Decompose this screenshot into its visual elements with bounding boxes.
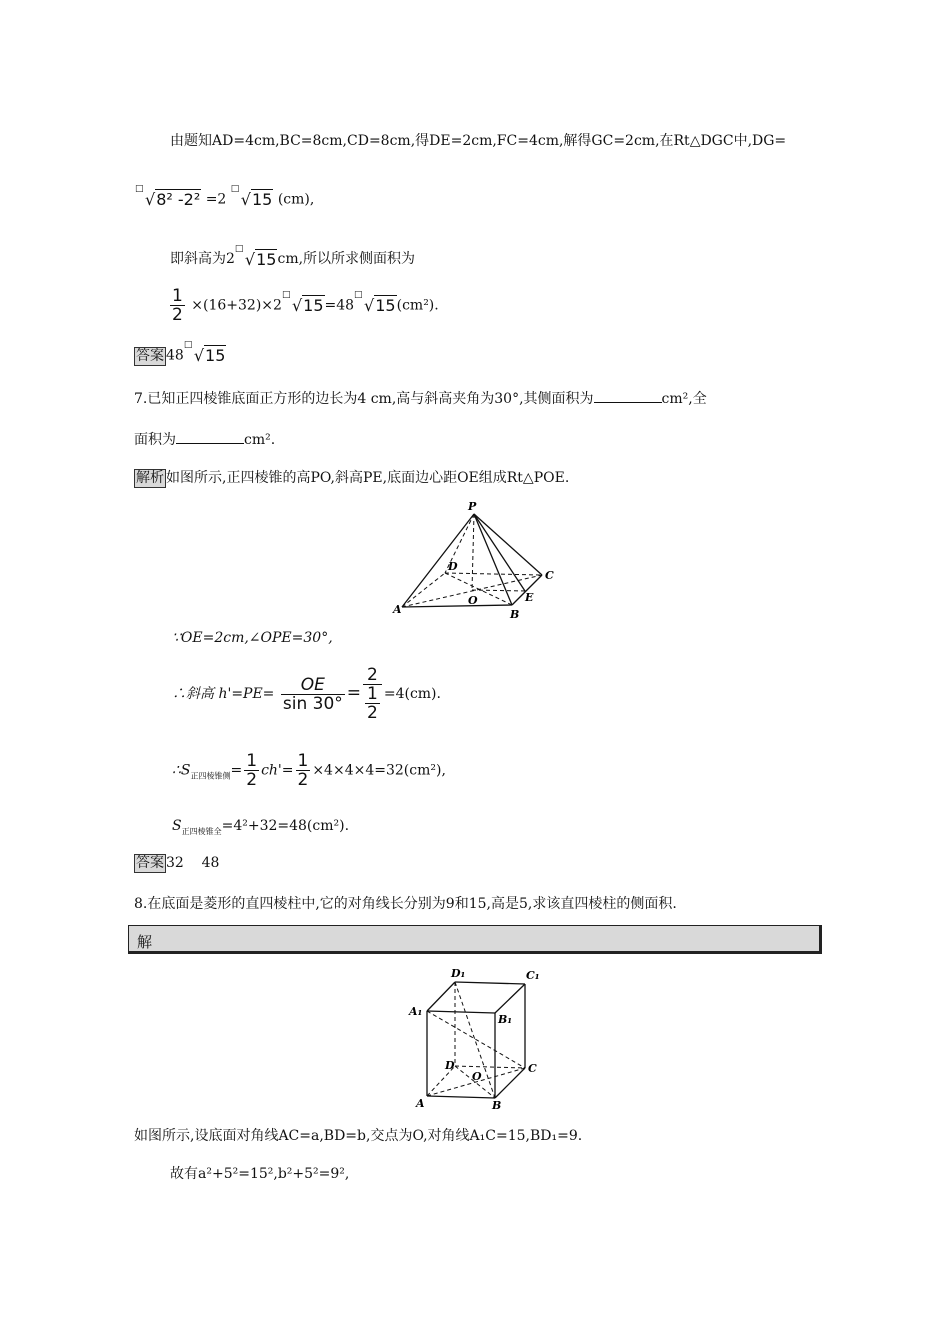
sqrt-expression: □ √8² -2²: [135, 184, 201, 209]
solution-header: [128, 925, 822, 954]
question-8: 8.在底面是菱形的直四棱柱中,它的对角线长分别为9和15,高是5,求该直四棱柱的侧面积.: [134, 896, 677, 912]
pyramid-figure: [390, 497, 560, 622]
diag-DB: [445, 573, 512, 605]
text-segment: =48: [324, 297, 355, 314]
text-segment: cm²,全: [661, 391, 707, 407]
solution-line-4: [168, 287, 439, 324]
edge-PA: [402, 514, 474, 607]
total-area-line: [172, 818, 349, 837]
label-B: B: [492, 1099, 502, 1112]
label-O: O: [468, 594, 478, 607]
therefore-slant-height: [172, 666, 441, 722]
equals-sign: =: [346, 683, 362, 703]
solution-8-line-1: 如图所示,设底面对角线AC=a,BD=b,交点为O,对角线A₁C=15,BD₁=9.: [134, 1128, 583, 1144]
fraction-half: $\frac{1}{2}$: [297, 751, 309, 790]
unit-text: (cm),: [277, 191, 315, 208]
label-A: A: [416, 1097, 425, 1110]
edge-AB: [427, 1096, 495, 1098]
subscript: 正四棱锥全: [181, 826, 222, 836]
question-7-line-1: [134, 388, 707, 408]
answer-blank: [594, 390, 662, 403]
text-segment: ×(16+32)×2: [191, 297, 282, 314]
answer-line: [134, 854, 219, 873]
label-D: D: [448, 560, 458, 573]
because-line: ∵OE=2cm,∠OPE=30°,: [172, 630, 333, 646]
edge-B1C1: [495, 984, 525, 1013]
fraction-oe-sin: $\frac{OE}{\sin 30^\circ}$: [282, 674, 343, 714]
text-segment: 7.已知正四棱锥底面正方形的边长为4 cm,高与斜高夹角为30°,其侧面积为: [134, 391, 594, 407]
text-segment: cm².: [244, 432, 276, 448]
label-D1: D₁: [451, 967, 466, 980]
label-B1: B₁: [498, 1013, 513, 1026]
sqrt-expression: □ √15: [183, 340, 226, 365]
text-segment: ×4×4×4=32(cm²),: [312, 762, 446, 779]
fraction-half: $\frac{1}{2}$: [246, 751, 258, 790]
answer-value: 48: [166, 347, 184, 364]
analysis-text: 如图所示,正四棱锥的高PO,斜高PE,底面边心距OE组成Rt△POE.: [166, 470, 570, 486]
text-segment: ∴S: [172, 762, 191, 779]
answer-tag: 答案: [136, 347, 164, 364]
sqrt-expression: □ √15: [234, 243, 277, 269]
question-7-line-2: [134, 429, 275, 449]
label-E: E: [525, 591, 534, 604]
edge-AB: [402, 605, 512, 607]
text-segment: =4²+32=48(cm²).: [221, 818, 350, 834]
solution-tag: 解: [137, 933, 153, 951]
analysis-line: [134, 467, 569, 488]
edge-A1B1: [427, 1011, 495, 1013]
text-segment: cm,所以所求侧面积为: [277, 251, 416, 267]
edge-D1A1: [427, 982, 455, 1011]
edge-DC: [455, 1066, 525, 1068]
equals-text: =2: [205, 191, 227, 208]
text-segment: 面积为: [134, 432, 176, 448]
prism-figure: [405, 965, 550, 1113]
equals-sign: =: [230, 762, 243, 779]
fraction-half: $\frac{1}{2}$: [172, 286, 183, 325]
label-D: D: [445, 1059, 455, 1072]
label-C: C: [528, 1062, 537, 1075]
edge-PO: [472, 514, 474, 590]
solution-line-1: 由题知AD=4cm,BC=8cm,CD=8cm,得DE=2cm,FC=4cm,解得GC=2cm,在Rt△DGC中,DG=: [170, 133, 787, 149]
label-O: O: [472, 1070, 482, 1083]
subscript: 正四棱锥侧: [190, 771, 231, 781]
edge-PB: [474, 514, 512, 605]
sqrt-expression: □ √15: [281, 290, 324, 315]
analysis-tag: 解析: [136, 470, 164, 486]
solution-line-2: [135, 184, 315, 209]
text-segment: (cm²).: [396, 297, 439, 314]
text-segment: S: [172, 818, 182, 834]
sqrt-expression: □ √15: [230, 184, 273, 209]
label-C1: C₁: [526, 969, 540, 982]
segment-OE: [472, 590, 525, 591]
answer-value: 32 48: [166, 855, 220, 871]
text-segment: 即斜高为2: [170, 251, 235, 267]
answer-tag: 答案: [136, 855, 164, 871]
label-B: B: [510, 608, 520, 621]
label-A1: A₁: [409, 1005, 423, 1018]
label-C: C: [545, 569, 554, 582]
answer-blank: [176, 431, 244, 444]
label-P: P: [468, 500, 477, 513]
text-segment: =4(cm).: [383, 686, 441, 702]
solution-line-3: [170, 243, 416, 269]
edge-DC: [445, 573, 542, 575]
solution-8-line-2: 故有a²+5²=15²,b²+5²=9²,: [170, 1166, 350, 1182]
text-segment: ∴斜高 h'=PE=: [172, 686, 275, 702]
sqrt-expression: □ √15: [354, 290, 396, 315]
edge-D1C1: [455, 982, 525, 984]
therefore-lateral-area: [172, 752, 446, 789]
label-A: A: [393, 603, 402, 616]
answer-line: [134, 340, 226, 366]
text-segment: ch'=: [261, 762, 294, 779]
fraction-compound: $\frac{2}{\frac{1}{2}}$: [363, 666, 382, 722]
